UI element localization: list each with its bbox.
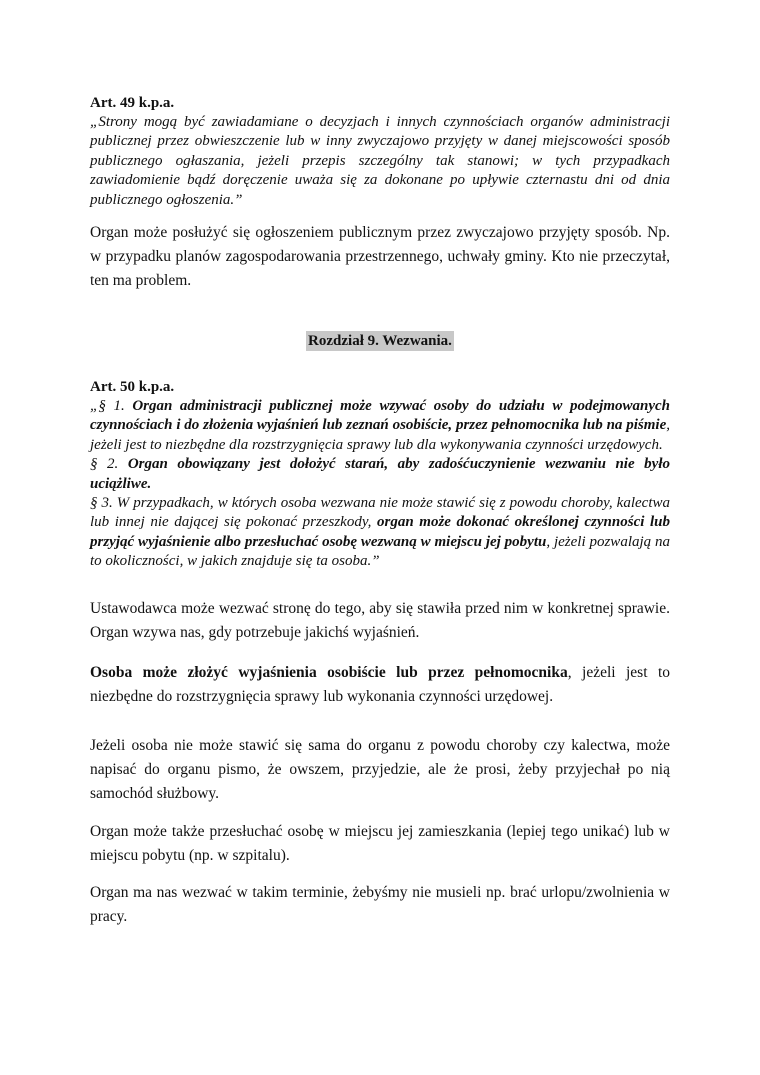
art50-section-1 — [90, 397, 670, 455]
art49-title: Art. 49 k.p.a. — [90, 95, 175, 111]
paragraph-3 — [90, 661, 670, 709]
paragraph-2 — [90, 597, 670, 645]
art50-s3-prefix: § 3. W przypadkach, w których osoba wezwana nie może stawić się z powodu choroby, kalectwa lub innej nie dającej się pokonać przeszkody, — [90, 495, 670, 531]
art50-s2-prefix: § 2. — [90, 456, 128, 473]
art49-block — [90, 94, 670, 210]
art50-s1-rest: , jeżeli jest to niezbędne dla rozstrzygnięcia sprawy lub dla wykonywania czynności urzędowych. — [90, 417, 670, 453]
paragraph-6-text: Organ ma nas wezwać w takim terminie, żebyśmy nie musieli np. brać urlopu/zwolnienia w pracy. — [90, 884, 670, 925]
art50-section-2 — [90, 455, 670, 494]
paragraph-4 — [90, 734, 670, 806]
art49-quote: „Strony mogą być zawiadamiane o decyzjach i innych czynnościach organów administracji publicznej przez obwieszczenie lub w inny zwyczajowo przyjęty w danej miejscowości sposób publicznego ogłaszania, jeżeli przepis szczególny tak stanowi; w tych przypadkach zawiadomienie bądź doręczenie uważa się za dokonane po upływie czternastu dni od dnia publicznego ogłoszenia.” — [90, 114, 670, 208]
paragraph-3-bold: Osoba może złożyć wyjaśnienia osobiście lub przez pełnomocnika — [90, 664, 568, 681]
art50-section-3 — [90, 494, 670, 572]
art50-s1-bold: Organ administracji publicznej może wzywać osoby do udziału w podejmowanych czynnościach i do złożenia wyjaśnień lub zeznań osobiście, przez pełnomocnika lub na piśmie — [90, 398, 670, 434]
art50-block — [90, 378, 670, 572]
art50-s3-rest: , jeżeli pozwalają na to okoliczności, w jakich znajduje się ta osoba.” — [90, 533, 671, 570]
art50-s2-bold: Organ obowiązany jest dołożyć starań, aby zadośćuczynienie wezwaniu nie było uciążliwe. — [90, 456, 671, 492]
paragraph-5 — [90, 820, 670, 868]
chapter-heading-wrap — [0, 331, 760, 351]
paragraph-1-text: Organ może posłużyć się ogłoszeniem publicznym przez zwyczajowo przyjęty sposób. Np. w przypadku planów zagospodarowania przestrzennego, uchwały gminy. Kto nie przeczytał, ten ma problem. — [90, 224, 670, 289]
chapter-heading: Rozdział 9. Wezwania. — [308, 333, 452, 349]
paragraph-4-text: Jeżeli osoba nie może stawić się sama do organu z powodu choroby czy kalectwa, może napisać do organu pismo, że owszem, przyjedzie, ale że prosi, żeby przyjechał po nią samochód służbowy. — [90, 737, 670, 802]
paragraph-3-text — [90, 661, 670, 709]
paragraph-5-text: Organ może także przesłuchać osobę w miejscu jej zamieszkania (lepiej tego unikać) lub w miejscu pobytu (np. w szpitalu). — [90, 823, 670, 864]
art50-s1-prefix: „§ 1. — [90, 398, 133, 414]
paragraph-1 — [90, 221, 670, 293]
art50-s3-bold: organ może dokonać określonej czynności lub przyjąć wyjaśnienie albo przesłuchać osobę wezwaną w miejscu jej pobytu — [90, 514, 670, 550]
art50-title: Art. 50 k.p.a. — [90, 379, 175, 395]
paragraph-6 — [90, 881, 670, 929]
paragraph-2-text: Ustawodawca może wezwać stronę do tego, aby się stawiła przed nim w konkretnej sprawie. Organ wzywa nas, gdy potrzebuje jakichś wyjaśnień. — [90, 600, 670, 641]
paragraph-3-rest: , jeżeli jest to niezbędne do rozstrzygnięcia sprawy lub wykonania czynności urzędowej. — [90, 664, 671, 705]
